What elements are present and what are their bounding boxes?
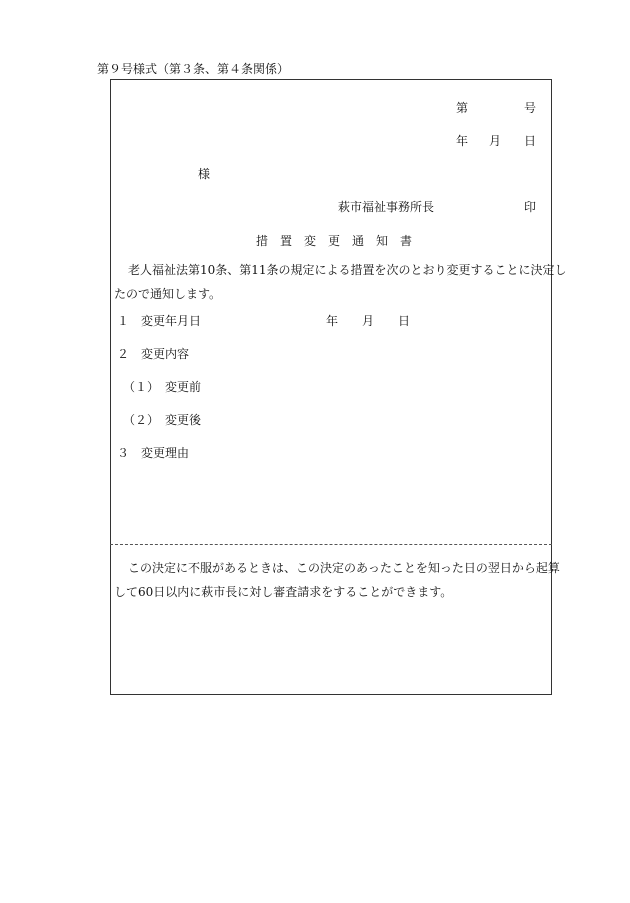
- item-change-before-label: （１） 変更前: [123, 380, 202, 394]
- number-suffix: 号: [524, 101, 537, 115]
- item-change-after-label: （２） 変更後: [123, 413, 202, 427]
- sender-name: 萩市福祉事務所長: [338, 200, 435, 214]
- item-change-date-day: 日: [398, 314, 411, 328]
- form-header: 第９号様式（第３条、第４条関係）: [97, 62, 290, 76]
- item-change-content-label: ２ 変更内容: [117, 347, 190, 361]
- seal-mark: 印: [524, 200, 537, 214]
- item-change-date-month: 月: [362, 314, 375, 328]
- item-change-date-label: １ 変更年月日: [117, 314, 202, 328]
- body-line-1: 老人福祉法第10条、第11条の規定による措置を次のとおり変更することに決定し: [128, 263, 567, 277]
- body-line-2: たので通知します。: [114, 287, 222, 301]
- date-day: 日: [524, 134, 537, 148]
- item-change-reason-label: ３ 変更理由: [117, 446, 190, 460]
- item-change-date-year: 年: [326, 314, 339, 328]
- date-year: 年: [456, 134, 469, 148]
- notice-line-1: この決定に不服があるときは、この決定のあったことを知った日の翌日から起算: [128, 561, 560, 575]
- dashed-divider: [110, 544, 552, 545]
- date-month: 月: [489, 134, 502, 148]
- notice-line-2: して60日以内に萩市長に対し審査請求をすることができます。: [114, 585, 453, 599]
- document-title: 措 置 変 更 通 知 書: [256, 234, 413, 248]
- addressee-honorific: 様: [198, 167, 211, 181]
- number-prefix: 第: [456, 101, 469, 115]
